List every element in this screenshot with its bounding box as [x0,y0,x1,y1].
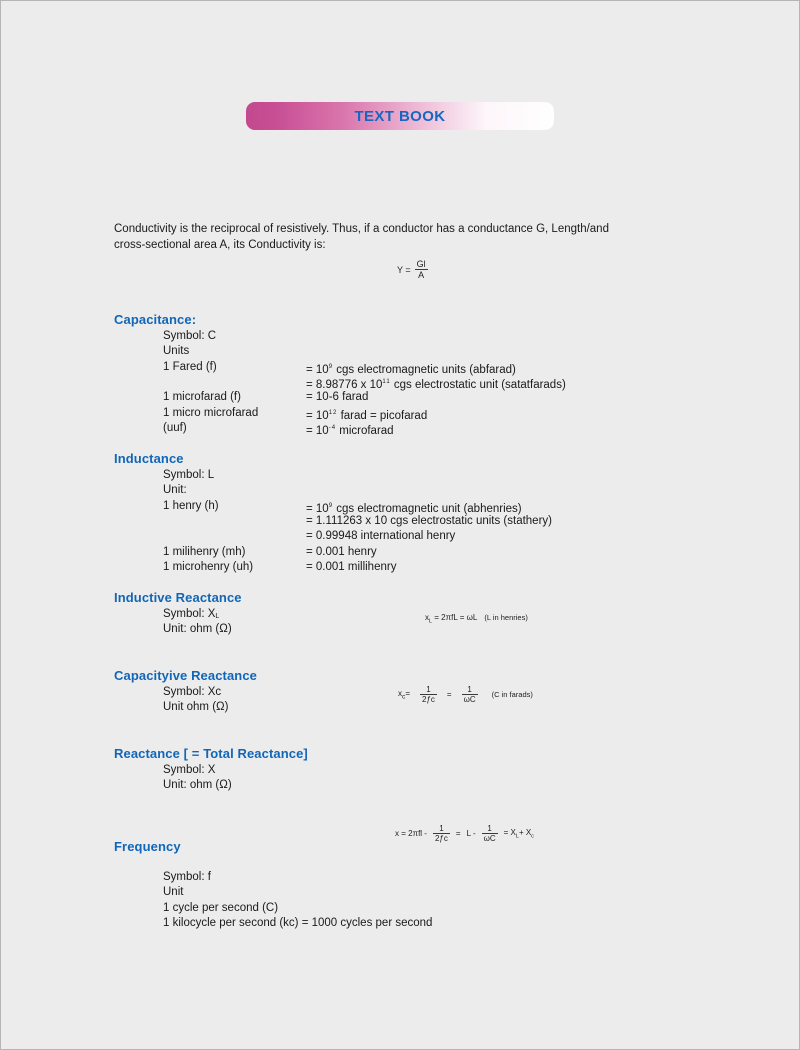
row-label: (uuf) [163,422,187,435]
row-label: 1 microfarad (f) [163,391,241,404]
definition-rows [114,763,308,794]
row-label: Unit: ohm (Ω) [163,779,232,792]
formula-subscript: c [402,693,406,701]
textbook-banner [246,102,554,130]
fraction-denominator: 2ƒc [434,834,448,843]
row-label [163,514,306,529]
definition-row [114,778,308,793]
value-exponent: -4 [328,425,337,432]
definition-row [114,483,552,498]
section-inductive-reactance [114,590,306,638]
value-text: microfarad [336,425,394,438]
section-heading: Frequency [114,839,181,854]
row-label: Symbol: Xc [163,686,222,698]
formula-part: x = 2πfl - [395,829,427,838]
definition-row [114,685,306,700]
definition-row [114,885,432,900]
row-value: = 0.99948 international henry [306,530,456,543]
value-exponent: 11 [382,379,391,386]
definition-row [114,329,566,344]
section-capacitive-reactance [114,668,306,716]
row-value: = 0.001 henry [306,545,377,558]
row-label: 1 microhenry (uh) [163,561,254,574]
row-label: 1 henry (h) [163,499,219,512]
formula-variable [398,689,410,701]
fraction [415,259,428,280]
equals-sign: = [455,829,461,838]
row-value: = 0.001 millihenry [306,561,397,574]
definition-row [114,916,432,931]
formula-part-text: + X [518,827,532,837]
banner-title: TEXT BOOK [354,107,446,125]
row-label: Unit: ohm (Ω) [163,623,232,636]
row-label: Units [163,345,190,358]
definition-rows [114,685,306,716]
value-text: = 10 [306,425,329,438]
row-value [306,499,522,514]
value-exponent: 9 [328,502,334,509]
row-label: Symbol: X [163,764,216,776]
fraction-denominator: A [415,269,428,280]
row-label [163,375,306,390]
equals-sign: = [446,690,452,699]
definition-row [114,360,566,375]
definition-row [114,421,566,436]
definition-row [114,344,566,359]
definition-row [114,499,552,514]
conductivity-formula [397,259,428,280]
row-value [306,421,394,436]
row-label [163,607,306,622]
row-label: 1 cycle per second (C) [163,901,279,914]
value-text: = 8.98776 x 10 [306,379,383,392]
fraction [462,685,478,704]
definition-rows [114,870,432,931]
fraction [482,824,498,843]
row-value: = 10-6 farad [306,391,369,404]
definition-row [114,607,306,622]
value-exponent: 9 [328,363,334,370]
section-heading: Inductive Reactance [114,590,242,605]
label-subscript: L [215,613,220,620]
value-exponent: 12 [328,409,338,416]
fraction-numerator: 1 [426,685,431,694]
row-label: 1 micro microfarad [163,406,259,419]
row-value [306,406,427,421]
fraction-denominator: 2ƒc [422,695,435,704]
definition-row [114,763,308,778]
section-frequency [114,839,432,931]
row-value: = 1.111263 x 10 cgs electrostatic units (stathery) [306,515,552,528]
formula-subscript: L [429,618,433,625]
row-label: 1 Fared (f) [163,360,217,373]
definition-row [114,870,432,885]
value-text: = 10 [306,502,329,515]
formula-body: = 2πfL = ωL [432,613,478,622]
formula-note: (C in farads) [491,690,533,699]
section-inductance [114,451,552,575]
definition-row [114,406,566,421]
fraction-denominator: ωC [483,834,496,843]
fraction [420,685,437,704]
definition-row [114,545,552,560]
formula-variable: x [425,613,429,622]
row-label: Symbol: L [163,469,215,481]
formula-note: (L in henries) [484,613,528,622]
fraction-numerator: 1 [439,824,444,833]
definition-row [114,468,552,483]
row-label: 1 kilocycle per second (kc) = 1000 cycles per second [163,917,433,930]
value-text: cgs electromagnetic units (abfarad) [333,363,516,376]
definition-row [114,514,552,529]
definition-row [114,560,552,575]
value-text: = 10 [306,409,329,422]
definition-rows [114,607,306,638]
row-label: 1 milihenry (mh) [163,545,246,558]
row-label: Symbol: C [163,330,217,342]
row-label: Symbol: f [163,871,211,883]
row-label: Unit: [163,484,187,497]
definition-row [114,901,432,916]
row-label [163,529,306,544]
fraction-numerator: 1 [487,824,492,833]
formula-subscript: L [515,833,519,840]
section-heading: Capacitance: [114,312,197,327]
definition-rows [114,468,552,575]
section-reactance [114,746,308,794]
section-heading: Inductance [114,451,184,466]
definition-row [114,375,566,390]
inductive-reactance-formula [425,613,528,625]
intro-paragraph [114,222,609,253]
row-value [306,360,516,375]
formula-subscript: c [531,833,534,840]
value-text: = 10 [306,363,329,376]
label-text: Symbol: X [163,608,216,620]
intro-line-1: Conductivity is the reciprocal of resistively. Thus, if a conductor has a conductance G, Length/and [114,223,609,235]
capacitive-reactance-formula [398,685,533,704]
intro-line-2: cross-sectional area A, its Conductivity is: [114,238,326,251]
section-capacitance [114,312,566,436]
formula-part [504,828,534,840]
fraction-numerator: Gl [416,259,426,269]
formula-variable-text: x [398,688,402,698]
row-label: Unit ohm (Ω) [163,701,229,714]
equals-sign: = [405,688,410,698]
section-heading: Capacityive Reactance [114,668,258,683]
definition-row [114,700,306,715]
definition-row [114,622,306,637]
section-heading: Reactance [ = Total Reactance] [114,746,308,761]
definition-row [114,529,552,544]
value-text: cgs electromagnetic unit (abhenries) [333,502,522,515]
value-text: cgs electrostatic unit (satatfarads) [390,379,566,392]
row-label: Unit [163,886,184,899]
formula-part: L - [466,829,476,838]
formula-lhs: Y = [397,264,411,275]
fraction-numerator: 1 [467,685,472,694]
fraction-denominator: ωC [463,695,476,704]
definition-rows [114,329,566,436]
fraction [433,824,450,843]
formula-part-text: = X [503,827,516,837]
definition-row [114,390,566,405]
value-text: farad = picofarad [337,409,428,422]
row-value [306,375,566,390]
